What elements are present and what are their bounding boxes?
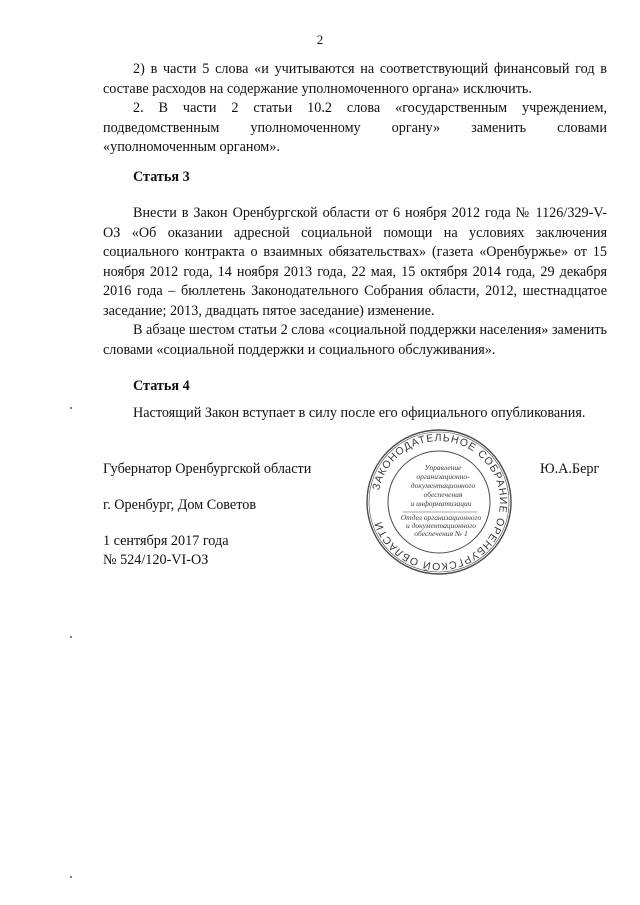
paragraph-article3-amendment: Внести в Закон Оренбургской области от 6 ноября 2012 года № 1126/329-V-ОЗ «Об оказании адресной социальной помощи на условиях заключения социального контракта о взаимных обязательствах» (газета «Оренбуржье» от 15 ноября 2012 года, 14 ноября 2013 года, 22 мая, 15 октября 2014 года, 29 декабря 2016 года – бюллетень Законодательного Собрания области, 2012, шестнадцатое заседание; 2013, двадцать пятое заседание) изменение. bbox=[103, 205, 607, 319]
paragraph-article4-effective: Настоящий Закон вступает в силу после его официального опубликования. bbox=[133, 405, 586, 421]
article-4-heading: Статья 4 bbox=[133, 378, 190, 394]
scan-speck bbox=[70, 636, 72, 638]
official-seal-stamp bbox=[365, 428, 513, 576]
seal-dept-2: и документационного bbox=[405, 521, 477, 530]
scan-speck bbox=[70, 407, 72, 409]
signature-position: Губернатор Оренбургской области bbox=[103, 461, 312, 477]
signature-date: 1 сентября 2017 года bbox=[103, 533, 229, 549]
seal-dept-1: Отдел организационного bbox=[400, 513, 482, 522]
seal-line-1: Управление bbox=[424, 463, 462, 472]
signature-place: г. Оренбург, Дом Советов bbox=[103, 497, 257, 513]
seal-outer-text: ЗАКОНОДАТЕЛЬНОЕ СОБРАНИЕ ОРЕНБУРГСКОЙ ОБЛАСТИ bbox=[370, 431, 510, 573]
paragraph-part5: 2) в части 5 слова «и учитываются на соответствующий финансовый год в составе расходов на содержание уполномоченного органа» исключить. bbox=[103, 61, 607, 97]
seal-line-3: документационного bbox=[410, 481, 476, 490]
paragraph-article3-replacement: В абзаце шестом статьи 2 слова «социальной поддержки населения» заменить словами «социальной поддержки и социального обслуживания». bbox=[103, 322, 607, 358]
seal-line-2: организационно- bbox=[416, 472, 470, 481]
seal-line-5: и информатизации bbox=[410, 499, 472, 508]
article-3-heading: Статья 3 bbox=[133, 169, 190, 185]
paragraph-part2-article10-2: 2. В части 2 статьи 10.2 слова «государственным учреждением, подведомственным уполномоченному органу» заменить словами «уполномоченным органом». bbox=[103, 100, 607, 155]
seal-line-4: обеспечения bbox=[423, 490, 463, 499]
page-number: 2 bbox=[316, 32, 324, 47]
law-number: № 524/120-VI-ОЗ bbox=[103, 552, 209, 568]
scan-speck bbox=[70, 876, 72, 878]
seal-dept-3: обеспечения № 1 bbox=[414, 529, 468, 538]
signature-name: Ю.А.Берг bbox=[540, 461, 600, 477]
